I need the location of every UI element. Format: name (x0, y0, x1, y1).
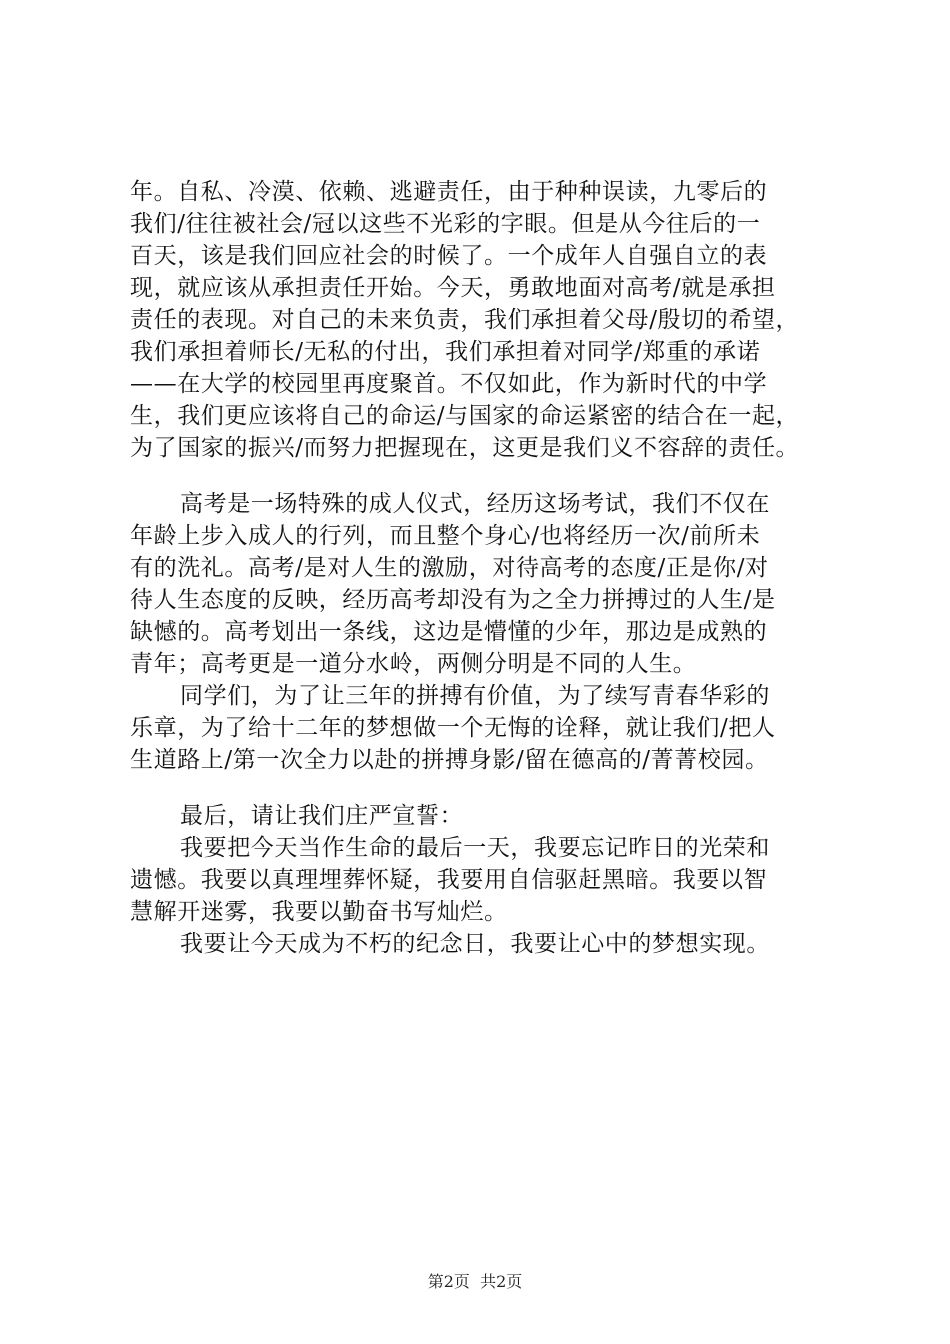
text-line: 为了国家的振兴/而努力把握现在，这更是我们义不容辞的责任。 (130, 435, 800, 461)
text-line: 慧解开迷雾，我要以勤奋书写灿烂。 (130, 899, 508, 925)
paragraph (130, 176, 830, 464)
text-line: 青年；高考更是一道分水岭，两侧分明是不同的人生。 (130, 651, 697, 677)
paragraph (130, 800, 830, 832)
text-line: 百天，该是我们回应社会的时候了。一个成年人自强自立的表 (130, 243, 768, 269)
text-line: 我们/往往被社会/冠以这些不光彩的字眼。但是从今往后的一 (130, 211, 761, 237)
page-number-label: 第2页 共2页 (427, 1272, 523, 1291)
page-footer (0, 1272, 950, 1292)
text-line: 我要把今天当作生命的最后一天，我要忘记昨日的光荣和 (180, 835, 770, 861)
text-line: 乐章，为了给十二年的梦想做一个无悔的诠释，就让我们/把人 (130, 715, 776, 741)
text-line: 同学们，为了让三年的拼搏有价值，为了续写青春华彩的 (180, 683, 770, 709)
text-line: 最后，请让我们庄严宣誓： (180, 803, 464, 829)
paragraph (130, 488, 830, 680)
text-line: 我们承担着师长/无私的付出，我们承担着对同学/郑重的承诺 (130, 339, 761, 365)
text-line: 有的洗礼。高考/是对人生的激励，对待高考的态度/正是你/对 (130, 555, 769, 581)
paragraph (130, 928, 830, 960)
text-line: 生，我们更应该将自己的命运/与国家的命运紧密的结合在一起， (130, 403, 800, 429)
text-line: 遗憾。我要以真理埋葬怀疑，我要用自信驱赶黑暗。我要以智 (130, 867, 768, 893)
text-line: 待人生态度的反映，经历高考却没有为之全力拼搏过的人生/是 (130, 587, 776, 613)
text-line: 缺憾的。高考划出一条线，这边是懵懂的少年，那边是成熟的 (130, 619, 768, 645)
paragraph-spacer (130, 776, 830, 800)
text-line: 年。自私、冷漠、依赖、逃避责任，由于种种误读，九零后的 (130, 179, 768, 205)
text-line: 现，就应该从承担责任开始。今天，勇敢地面对高考/就是承担 (130, 275, 776, 301)
paragraph-spacer (130, 464, 830, 488)
text-line: 高考是一场特殊的成人仪式，经历这场考试，我们不仅在 (180, 491, 770, 517)
text-line: 年龄上步入成人的行列，而且整个身心/也将经历一次/前所未 (130, 523, 761, 549)
text-line: 生道路上/第一次全力以赴的拼搏身影/留在德高的/菁菁校园。 (130, 747, 769, 773)
paragraph (130, 680, 830, 776)
document-body (130, 176, 830, 960)
paragraph (130, 832, 830, 928)
text-line: ——在大学的校园里再度聚首。不仅如此，作为新时代的中学 (130, 371, 768, 397)
text-line: 我要让今天成为不朽的纪念日，我要让心中的梦想实现。 (180, 931, 770, 957)
text-line: 责任的表现。对自己的未来负责，我们承担着父母/殷切的希望， (130, 307, 800, 333)
